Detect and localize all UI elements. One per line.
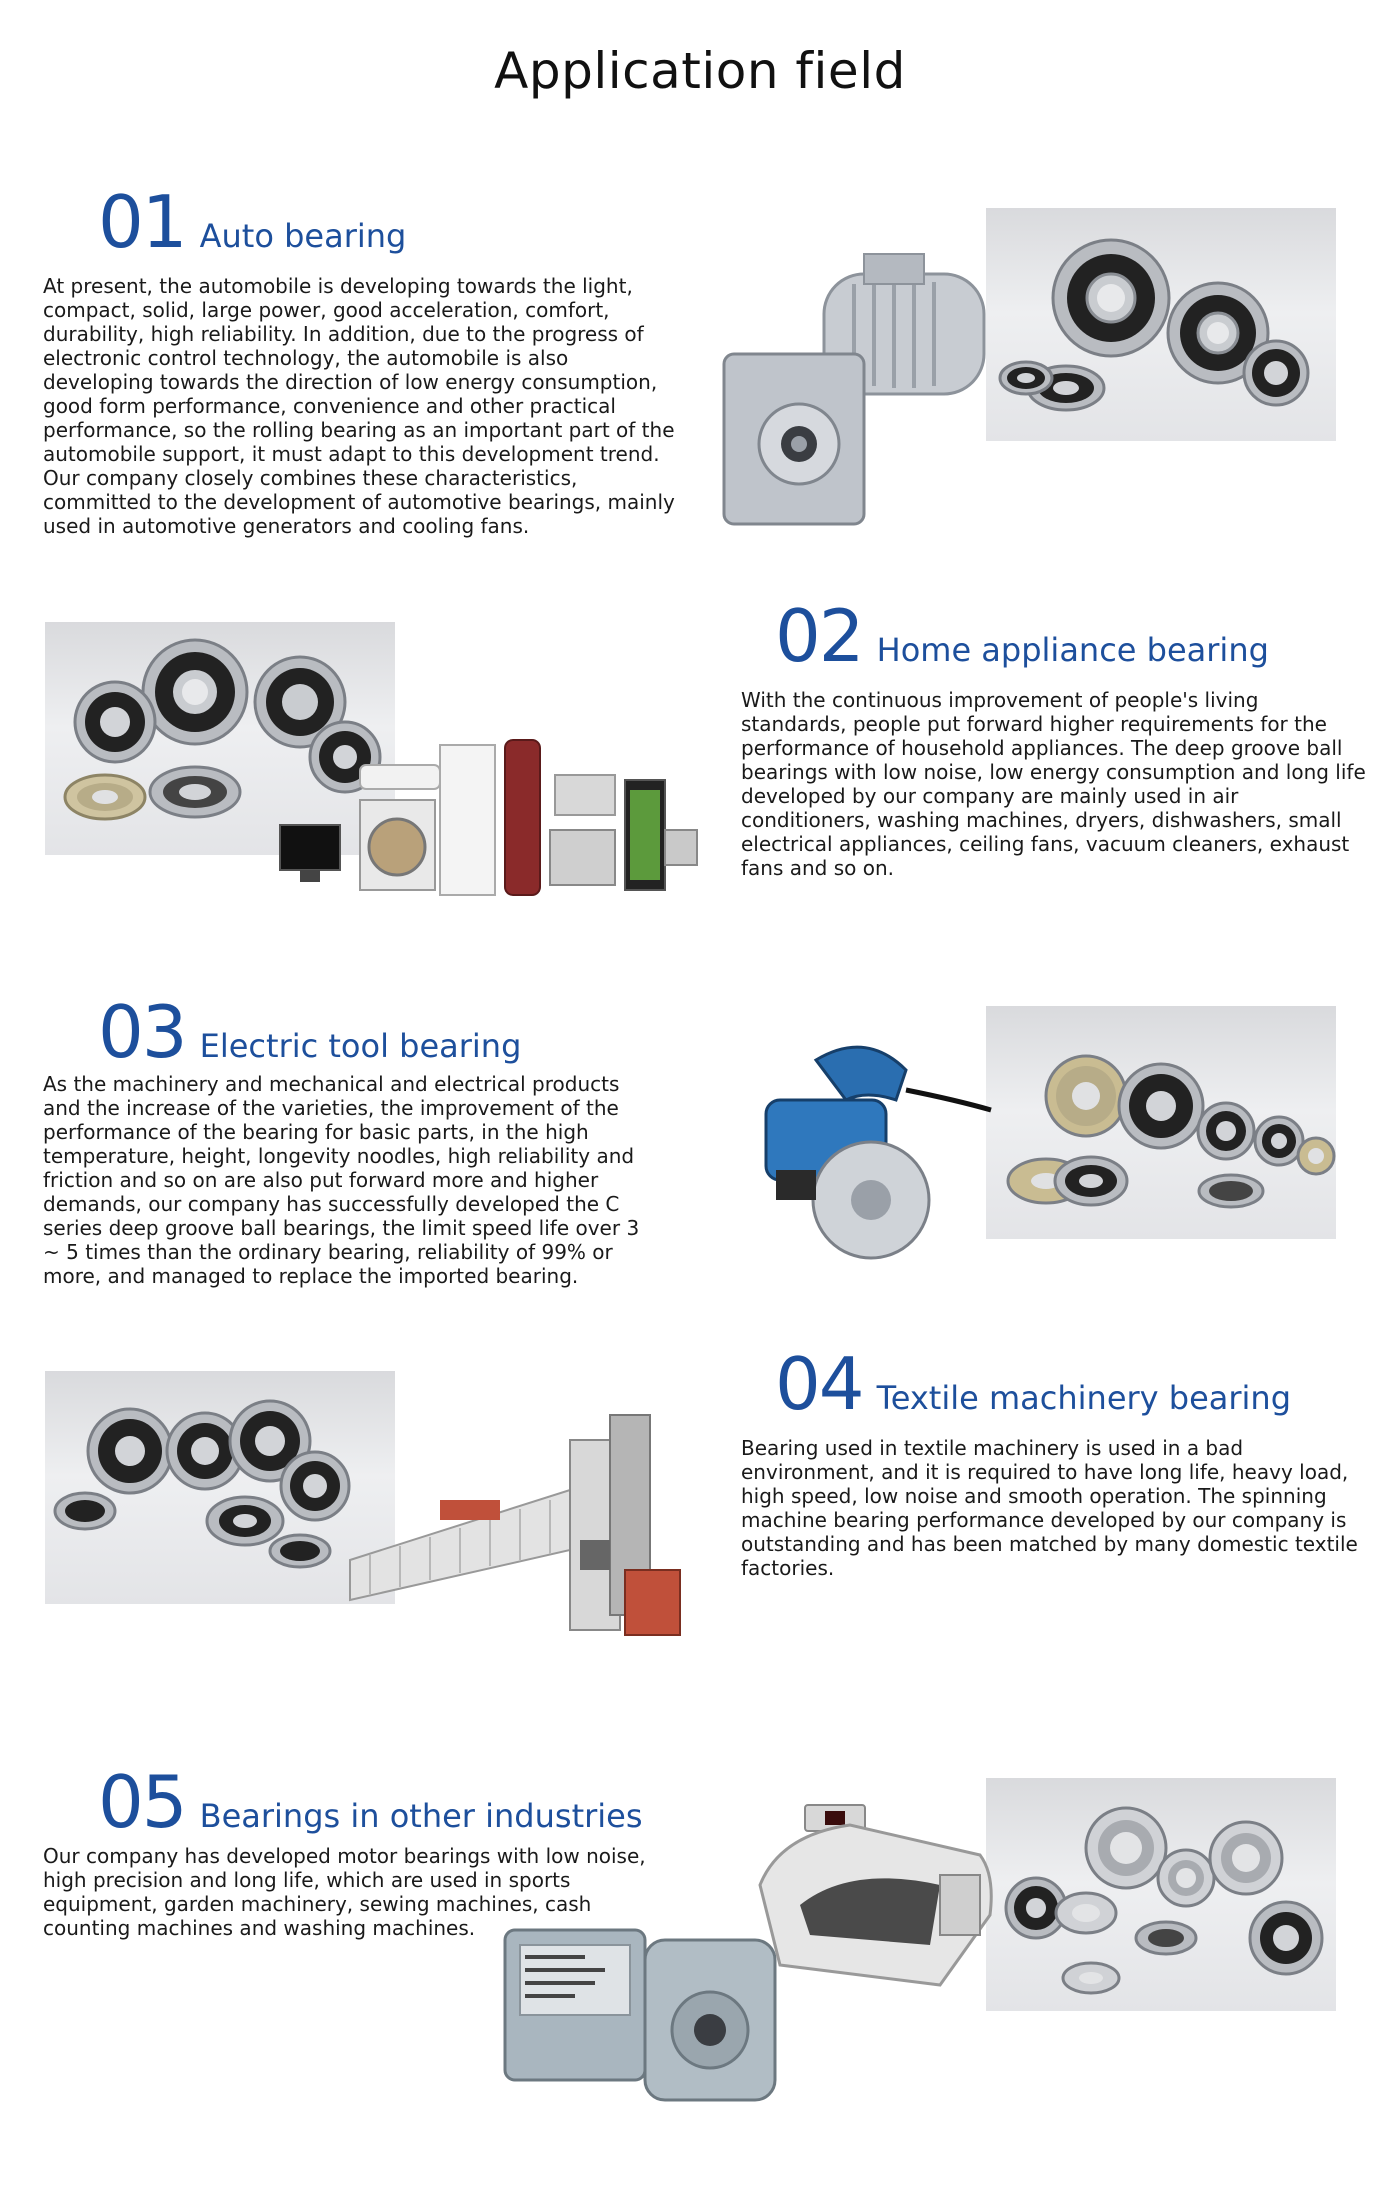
gear-motor-image [495,1910,785,2110]
section-04-text: Bearing used in textile machinery is used in a bad environment, and it is required to have long life, heavy load, high speed, low noise and smooth operation. The spinning machine bearing performance developed by our company is outstanding and has been matched by many domestic textile factories. [741,1436,1358,1580]
section-05-bearings-photo [986,1778,1336,2011]
section-title: Auto bearing [199,217,407,255]
page-title: Application field [494,42,906,100]
section-02-heading [775,594,1269,678]
section-03-text: As the machinery and mechanical and electrical products and the increase of the varieties, the improvement of the performance of the bearing for basic parts, in the high temperature, height, longevity noodles, high reliability and friction and so on are also put forward more and higher demands, our company has successfully developed the C series deep groove ball bearings, the limit speed life over 3 ~ 5 times than the ordinary bearing, reliability of 99% or more, and managed to replace the imported bearing. [43,1072,640,1288]
section-01-text: At present, the automobile is developing towards the light, compact, solid, large power, good acceleration, comfort, durability, high reliability. In addition, due to the progress of electronic control technology, the automobile is also developing towards the direction of low energy consumption, good form performance, convenience and other practical performance, so the rolling bearing as an important part of the automobile support, it must adapt to this development trend. Our company closely combines these characteristics, committed to the development of automotive bearings, mainly used in automotive generators and cooling fans. [43,274,675,538]
section-02-text: With the continuous improvement of people's living standards, people put forward higher requirements for the performance of household appliances. The deep groove ball bearings with low noise, low energy consumption and long life developed by our company are mainly used in air conditioners, washing machines, dryers, dishwashers, small electrical appliances, ceiling fans, vacuum cleaners, exhaust fans and so on. [741,688,1366,880]
section-01-bearings-photo [986,208,1336,441]
section-title: Electric tool bearing [199,1027,522,1065]
section-03-bearings-photo [986,1006,1336,1239]
spinning-machine-image [340,1410,690,1655]
section-01-heading [98,180,406,264]
bearing-icon [1053,240,1169,356]
section-05-heading [98,1760,643,1844]
section-title: Textile machinery bearing [876,1379,1292,1417]
section-title: Bearings in other industries [199,1797,643,1835]
section-number: 05 [98,1760,186,1844]
gear-motor-image [714,244,1024,544]
home-appliances-image [270,735,700,905]
section-03-heading [98,990,521,1074]
cutting-tool-image [756,1030,996,1265]
section-number: 03 [98,990,186,1074]
section-04-heading [775,1342,1291,1426]
section-title: Home appliance bearing [876,631,1269,669]
section-number: 01 [98,180,186,264]
section-number: 02 [775,594,863,678]
section-number: 04 [775,1342,863,1426]
section-05-text: Our company has developed motor bearings with low noise, high precision and long life, which are used in sports equipment, garden machinery, sewing machines, cash counting machines and washing machines. [43,1844,646,1940]
